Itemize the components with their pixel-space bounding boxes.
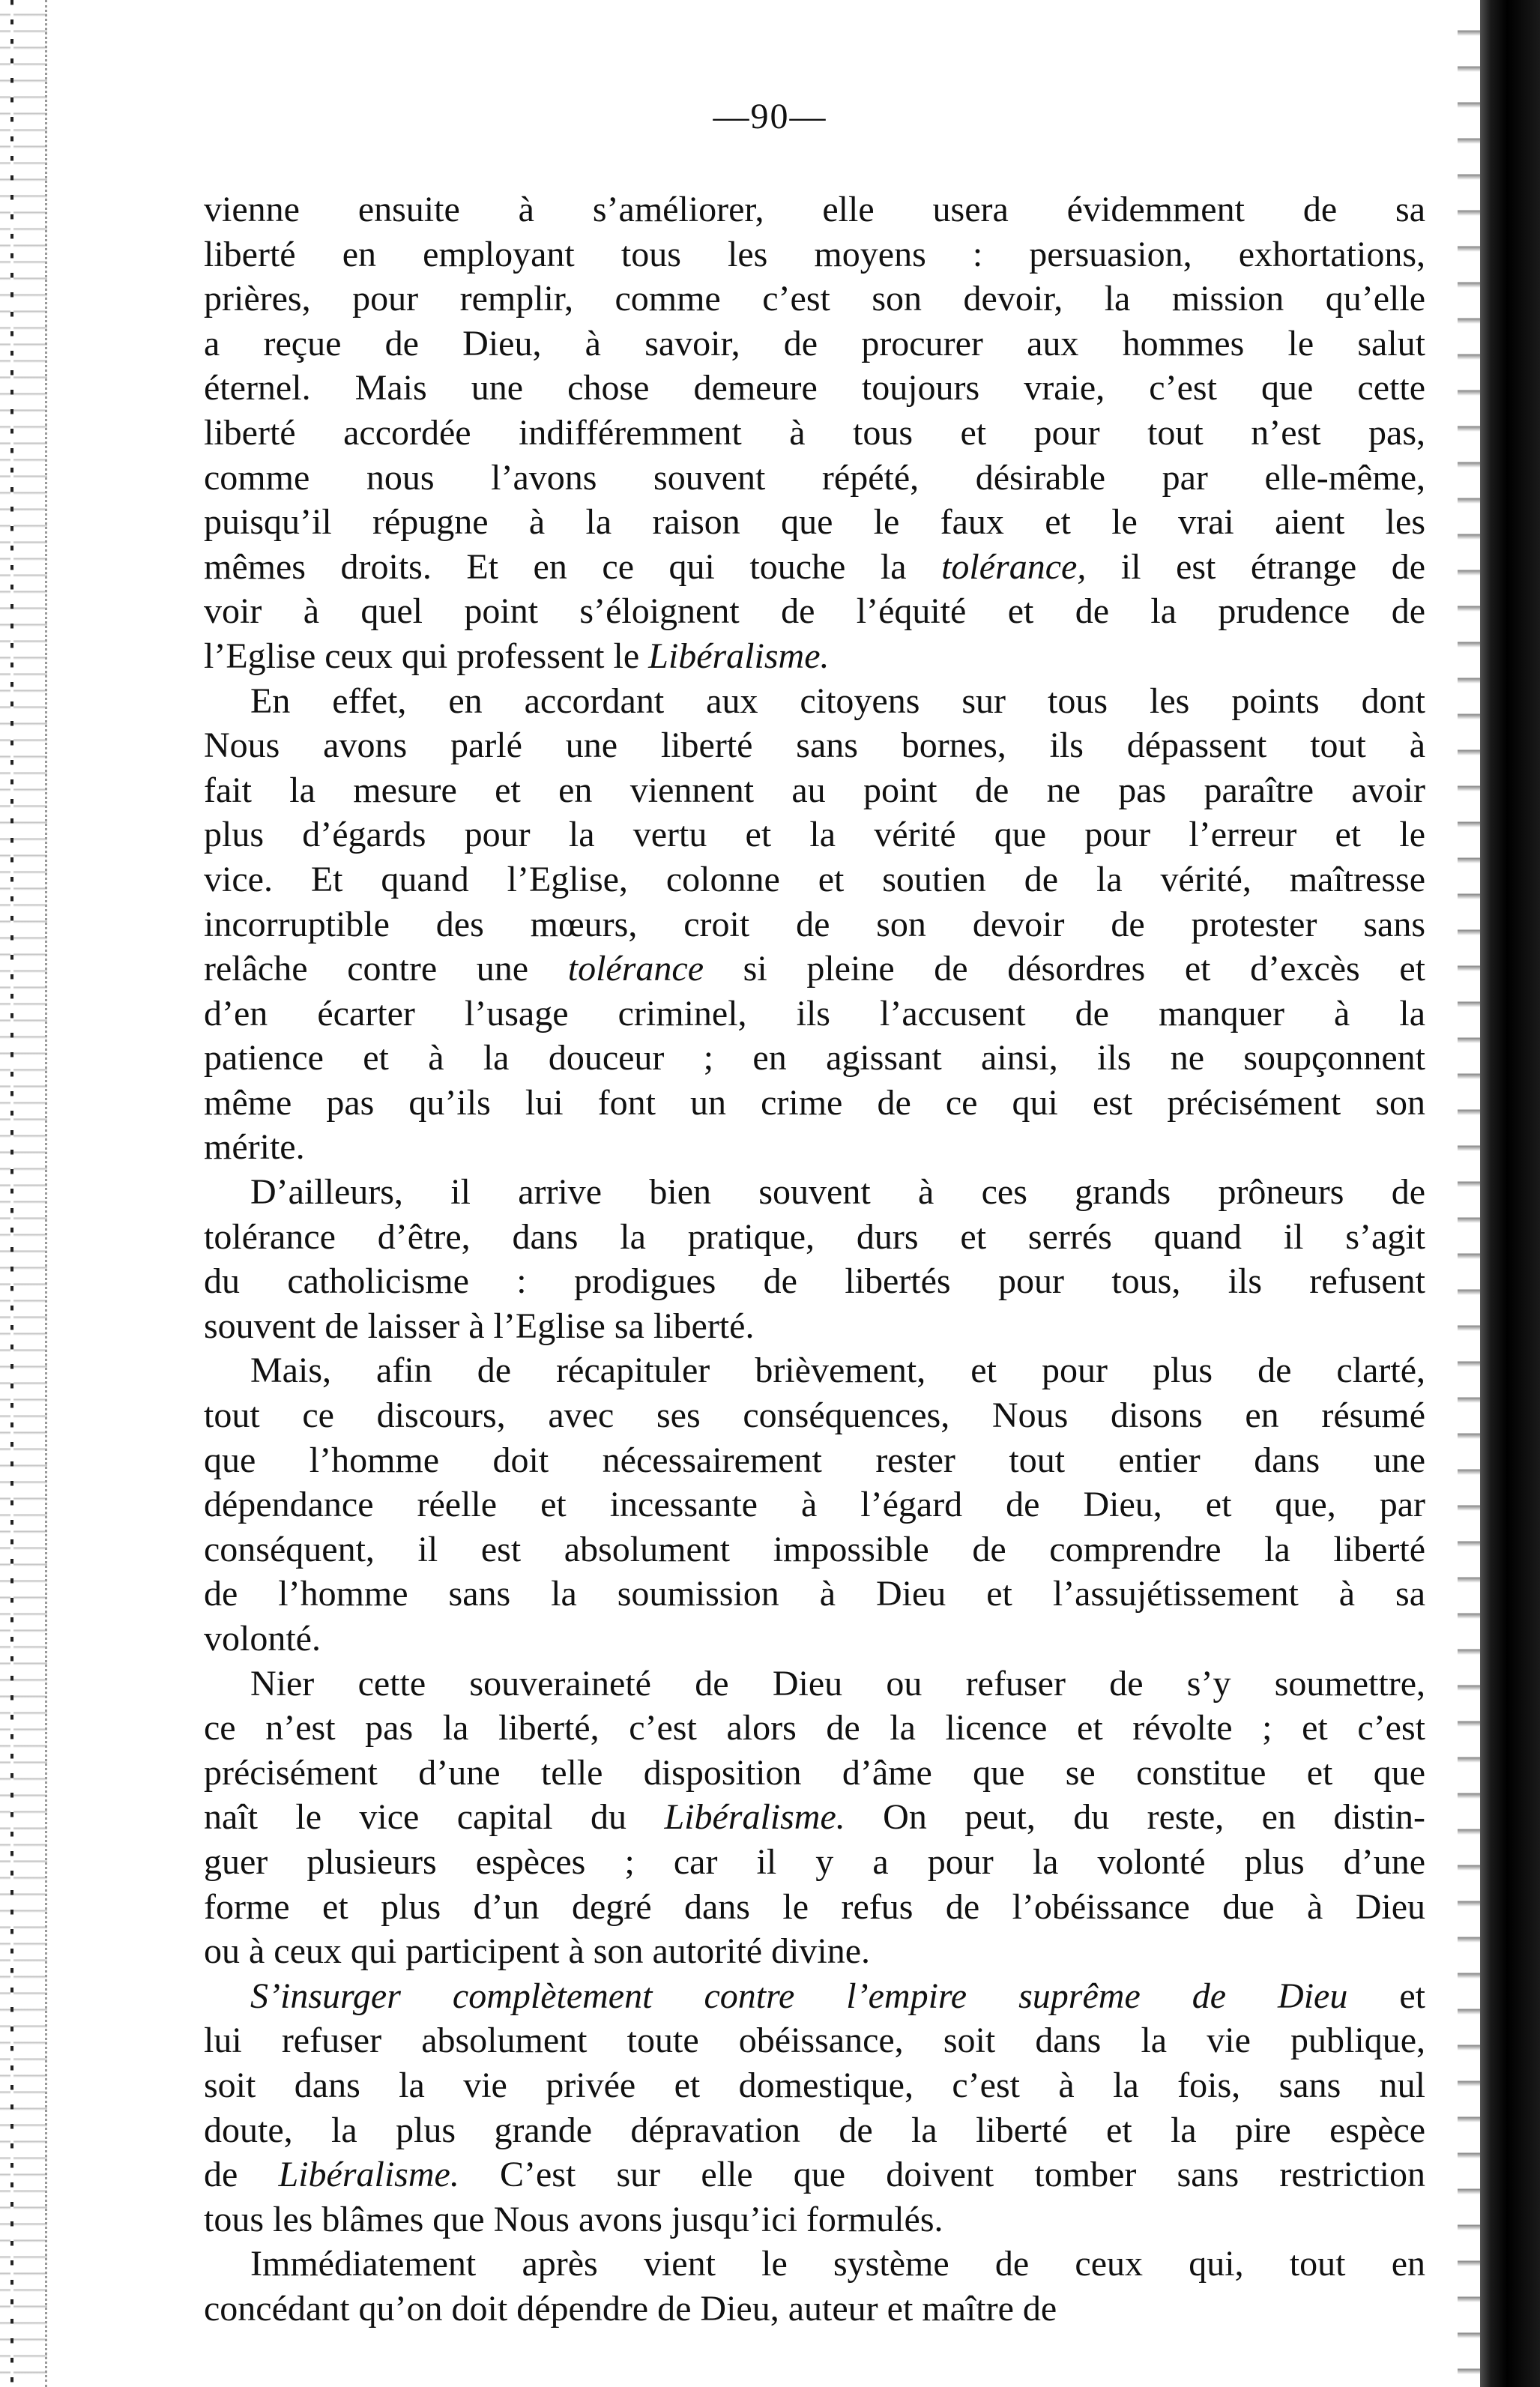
text-segment: C’est sur elle que doivent tomber sans restriction — [459, 2155, 1425, 2195]
text-line — [204, 366, 1425, 411]
text-line — [204, 1125, 1425, 1170]
text-line — [204, 1259, 1425, 1304]
text-segment: mêmes droits. Et en ce qui touche la — [204, 546, 942, 587]
text-segment: comme nous l’avons souvent répété, désirable par elle-même, — [204, 457, 1425, 498]
text-segment: forme et plus d’un degré dans le refus de l’obéissance due à Dieu — [204, 1886, 1425, 1927]
text-segment: de l’homme sans la soumission à Dieu et l’assujétissement à sa — [204, 1574, 1425, 1614]
text-line — [204, 768, 1425, 813]
text-segment: incorruptible des mœurs, croit de son devoir de protester sans — [204, 904, 1425, 944]
text-segment: Mais, afin de récapituler brièvement, et pour plus de clarté, — [250, 1351, 1425, 1391]
text-segment: guer plusieurs espèces ; car il y a pour la volonté plus d’une — [204, 1841, 1425, 1882]
italic-text: Libéralisme. — [664, 1797, 845, 1838]
text-segment: mérite. — [204, 1127, 305, 1168]
scan-left-edge — [0, 0, 47, 2387]
text-segment: même pas qu’ils lui font un crime de ce qui est précisément son — [204, 1082, 1425, 1123]
text-segment: de — [204, 2155, 279, 2195]
text-segment: plus d’égards pour la vertu et la vérité que pour l’erreur et le — [204, 815, 1425, 855]
text-line — [204, 277, 1425, 322]
text-segment: conséquent, il est absolument impossible de comprendre la liberté — [204, 1529, 1425, 1569]
text-segment: D’ailleurs, il arrive bien souvent à ces grands prôneurs de — [250, 1172, 1425, 1213]
text-segment: d’en écarter l’usage criminel, ils l’accusent de manquer à la — [204, 993, 1425, 1033]
page-number: —90— — [713, 97, 827, 136]
text-segment: soit dans la vie privée et domestique, c’est à la fois, sans nul — [204, 2065, 1425, 2105]
text-line — [204, 411, 1425, 456]
text-line — [204, 1170, 1425, 1215]
italic-text: tolérance — [567, 949, 704, 989]
text-segment: ou à ceux qui participent à son autorité divine. — [204, 1931, 871, 1972]
text-line — [204, 1617, 1425, 1662]
text-segment: ce n’est pas la liberté, c’est alors de la licence et révolte ; et c’est — [204, 1708, 1425, 1748]
text-segment: liberté accordée indifféremment à tous et pour tout n’est pas, — [204, 412, 1425, 453]
text-line — [204, 1885, 1425, 1930]
text-segment: si pleine de désordres et d’excès et — [704, 949, 1425, 989]
text-line — [204, 1081, 1425, 1126]
text-segment: On peut, du reste, en distin- — [845, 1797, 1426, 1838]
text-segment: il est étrange de — [1086, 546, 1425, 587]
text-line — [204, 1572, 1425, 1617]
paragraph — [204, 1170, 1425, 1348]
text-segment: dépendance réelle et incessante à l’égard de Dieu, et que, par — [204, 1485, 1425, 1525]
text-line — [204, 902, 1425, 947]
italic-text: Libéralisme. — [648, 636, 830, 676]
text-segment: souvent de laisser à l’Eglise sa liberté. — [204, 1306, 755, 1346]
text-line — [204, 634, 1425, 679]
text-line — [204, 1482, 1425, 1527]
text-segment: vienne ensuite à s’améliorer, elle usera évidemment de sa — [204, 190, 1425, 229]
text-segment: précisément d’une telle disposition d’âme que se constitue et que — [204, 1752, 1425, 1793]
text-segment: naît le vice capital du — [204, 1797, 665, 1838]
text-line — [204, 2197, 1425, 2242]
text-segment: relâche contre une — [204, 949, 568, 989]
text-line — [204, 1393, 1425, 1438]
text-line — [204, 1304, 1425, 1349]
text-segment: liberté en employant tous les moyens : persuasion, exhortations, — [204, 234, 1425, 274]
text-line — [204, 1929, 1425, 1974]
text-line — [204, 500, 1425, 545]
text-line — [204, 679, 1425, 724]
text-segment: doute, la plus grande dépravation de la liberté et la pire espèce — [204, 2110, 1425, 2150]
text-segment: Immédiatement après vient le système de ceux qui, tout en — [250, 2244, 1425, 2284]
italic-text: Libéralisme. — [278, 2155, 459, 2195]
text-line — [204, 947, 1425, 992]
text-line — [204, 1036, 1425, 1081]
text-line — [204, 1527, 1425, 1572]
paragraph — [204, 2242, 1425, 2331]
text-segment: l’Eglise ceux qui professent le — [204, 636, 649, 676]
text-segment: tolérance d’être, dans la pratique, durs et serrés quand il s’agit — [204, 1216, 1425, 1257]
text-segment: patience et à la douceur ; en agissant ainsi, ils ne soupçonnent — [204, 1038, 1425, 1078]
text-line — [204, 2242, 1425, 2287]
text-line — [204, 2063, 1425, 2108]
scan-right-edge — [1458, 0, 1540, 2387]
text-line — [204, 2108, 1425, 2153]
text-line — [204, 1795, 1425, 1840]
text-line — [204, 857, 1425, 902]
text-segment: Nous avons parlé une liberté sans bornes, ils dépassent tout à — [204, 725, 1425, 766]
text-segment: fait la mesure et en viennent au point de ne pas paraître avoir — [204, 770, 1425, 810]
text-segment: éternel. Mais une chose demeure toujours vraie, c’est que cette — [204, 368, 1425, 408]
italic-text: tolérance, — [941, 546, 1087, 587]
text-line — [204, 1662, 1425, 1706]
text-line — [204, 1974, 1425, 2019]
text-line — [204, 2152, 1425, 2197]
text-segment: prières, pour remplir, comme c’est son devoir, la mission qu’elle — [204, 279, 1425, 319]
text-segment: du catholicisme : prodigues de libertés pour tous, ils refusent — [204, 1261, 1425, 1302]
paragraph — [204, 187, 1425, 679]
text-line — [204, 232, 1425, 277]
text-line — [204, 322, 1425, 366]
paragraph — [204, 679, 1425, 1171]
text-line — [204, 1215, 1425, 1260]
text-segment: Nier cette souveraineté de Dieu ou refuser de s’y soumettre, — [250, 1663, 1425, 1704]
text-segment: que l’homme doit nécessairement rester tout entier dans une — [204, 1440, 1425, 1480]
text-line — [204, 187, 1425, 232]
page-body-text — [204, 187, 1425, 2332]
text-segment: En effet, en accordant aux citoyens sur tous les points dont — [250, 681, 1425, 721]
text-line — [204, 545, 1425, 590]
text-segment: voir à quel point s’éloignent de l’équité et de la prudence de — [204, 591, 1425, 632]
text-segment: et — [1347, 1976, 1425, 2016]
text-segment: tout ce discours, avec ses conséquences, Nous disons en résumé — [204, 1395, 1425, 1436]
text-line — [204, 589, 1425, 634]
paragraph — [204, 1974, 1425, 2242]
text-line — [204, 1840, 1425, 1885]
text-line — [204, 1751, 1425, 1796]
text-segment: lui refuser absolument toute obéissance, soit dans la vie publique, — [204, 2021, 1425, 2061]
text-segment: concédant qu’on doit dépendre de Dieu, auteur et maître de — [204, 2288, 1057, 2329]
text-segment: volonté. — [204, 1619, 321, 1659]
text-line — [204, 1706, 1425, 1751]
italic-text: S’insurger complètement contre l’empire suprême de Dieu — [250, 1976, 1348, 2016]
text-line — [204, 2287, 1425, 2332]
text-line — [204, 2018, 1425, 2063]
text-segment: vice. Et quand l’Eglise, colonne et soutien de la vérité, maîtresse — [204, 859, 1425, 899]
text-line — [204, 1348, 1425, 1393]
paragraph — [204, 1348, 1425, 1661]
text-segment: a reçue de Dieu, à savoir, de procurer aux hommes le salut — [204, 323, 1425, 363]
text-line — [204, 723, 1425, 768]
paragraph — [204, 1662, 1425, 1974]
text-segment: tous les blâmes que Nous avons jusqu’ici formulés. — [204, 2199, 943, 2239]
text-line — [204, 812, 1425, 857]
text-segment: puisqu’il répugne à la raison que le faux et le vrai aient les — [204, 502, 1425, 543]
text-line — [204, 1438, 1425, 1483]
text-line — [204, 456, 1425, 501]
text-line — [204, 992, 1425, 1036]
